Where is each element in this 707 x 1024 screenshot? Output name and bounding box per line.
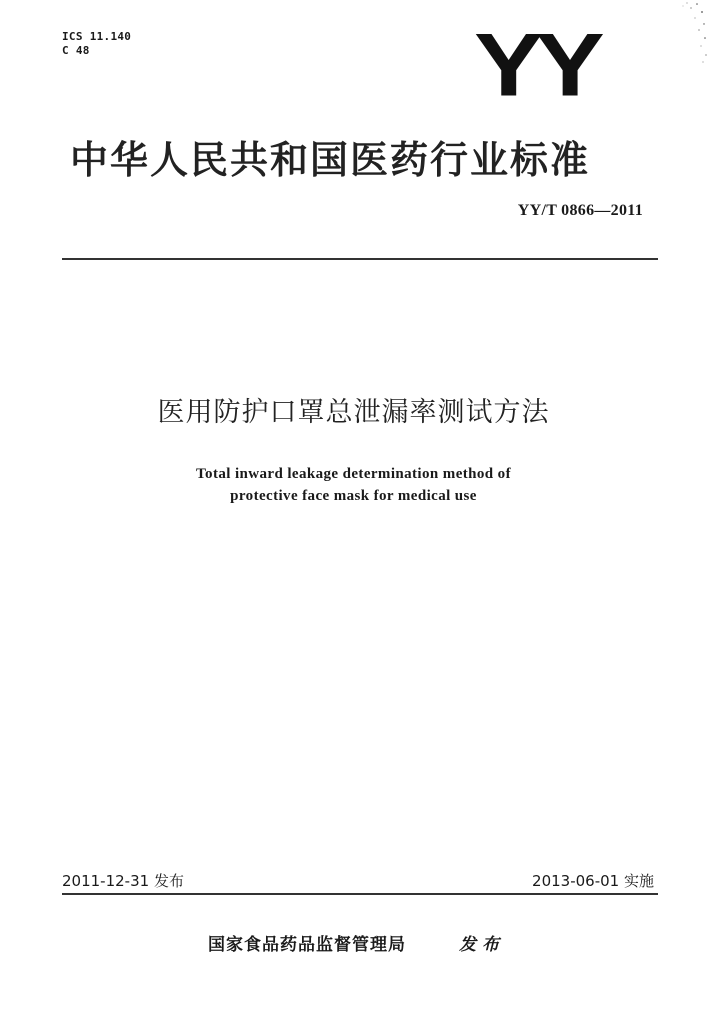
standard-logo: YY [474,15,597,116]
issuing-authority: 国家食品药品监督管理局 [208,935,406,955]
ics-code: ICS 11.140 [62,30,132,43]
organization-title: 中华人民共和国医药行业标准 [70,138,591,182]
header-divider [62,258,658,260]
classification-codes [62,30,131,58]
issue-label: 发布 [459,935,505,955]
issue-date: 2011-12-31 发布 [62,872,184,890]
scan-noise-decoration [647,0,707,80]
english-title-line-2: protective face mask for medical use [230,488,477,504]
english-title-line-1: Total inward leakage determination method of [196,466,511,482]
document-title-english [0,463,707,507]
standard-number: YY/T 0866—2011 [517,202,643,219]
implementation-date: 2013-06-01 实施 [532,872,654,890]
document-title-chinese: 医用防护口罩总泄漏率测试方法 [157,397,550,428]
ccs-code: C 48 [62,44,90,57]
footer-divider [62,893,658,895]
